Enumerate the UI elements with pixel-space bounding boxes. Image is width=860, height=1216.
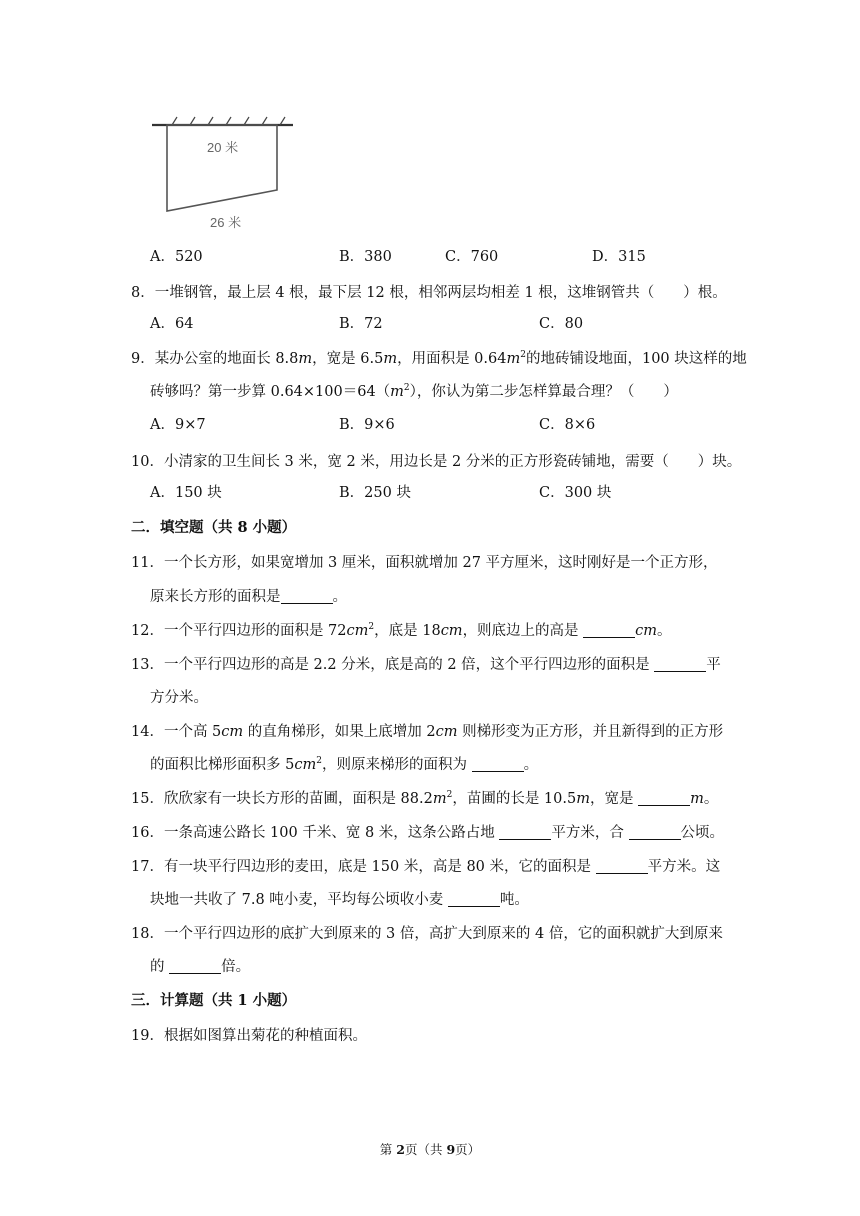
answer-blank[interactable] [281, 588, 333, 604]
question-9-line-1: 9．某办公室的地面长 8.8m，宽是 6.5m，用面积是 $0.64m^2$的地砖铺设地面，100 块这样的地 [131, 350, 747, 367]
section-heading-fill-in: 二．填空题（共 8 小题） [131, 519, 297, 536]
answer-blank[interactable] [629, 824, 681, 840]
question-8: 8．一堆钢管，最上层 4 根，最下层 12 根，相邻两层均相差 1 根，这堆钢管共（ ）根。 [131, 285, 727, 301]
question-14-line-2: 的面积比梯形面积多 $5cm^2$，则原来梯形的面积为 。 [150, 756, 539, 773]
question-18-line-2: 的 倍。 [150, 959, 251, 975]
answer-blank[interactable] [596, 858, 648, 874]
question-18-line-1: 18．一个平行四边形的底扩大到原来的 3 倍，高扩大到原来的 4 倍，它的面积就扩大到原来 [131, 926, 723, 942]
question-19: 19．根据如图算出菊花的种植面积。 [131, 1028, 367, 1044]
question-11-line-1: 11．一个长方形，如果宽增加 3 厘米，面积就增加 27 平方厘米，这时刚好是一个正方形， [131, 555, 718, 571]
q7-option-b: B．380 [339, 249, 392, 265]
question-10: 10．小清家的卫生间长 3 米，宽 2 米，用边长是 2 分米的正方形瓷砖铺地，需要（ ）块。 [131, 454, 742, 470]
answer-blank[interactable] [654, 656, 706, 672]
page-footer: 第 2页（共 9页） [379, 1142, 481, 1157]
q9-option-b: B．9×6 [339, 417, 395, 433]
q7-option-c: C．760 [445, 249, 499, 265]
answer-blank[interactable] [169, 958, 221, 974]
q10-option-a: A．150 块 [150, 485, 222, 501]
question-17-line-2: 块地一共收了 7.8 吨小麦，平均每公顷收小麦 吨。 [150, 892, 529, 908]
q7-option-d: D．315 [592, 249, 646, 265]
answer-blank[interactable] [638, 790, 690, 806]
question-17-line-1: 17．有一块平行四边形的麦田，底是 150 米，高是 80 米，它的面积是 平方米。这 [131, 859, 721, 875]
question-12: 12．一个平行四边形的面积是 $72cm^2$，底是 18cm，则底边上的高是 cm。 [131, 622, 672, 639]
q10-option-b: B．250 块 [339, 485, 411, 501]
question-15: 15．欣欣家有一块长方形的苗圃，面积是 $88.2m^2$，苗圃的长是 10.5m，宽是 m。 [131, 790, 719, 807]
q8-option-a: A．64 [150, 316, 194, 332]
question-11-line-2: 原来长方形的面积是 。 [150, 589, 347, 605]
q9-option-a: A．9×7 [150, 417, 206, 433]
answer-blank[interactable] [472, 756, 524, 772]
trapezoid-figure [150, 108, 295, 236]
q7-option-a: A．520 [150, 249, 203, 265]
current-page: 2 [396, 1142, 405, 1157]
question-13-line-2: 方分米。 [150, 690, 208, 706]
total-pages: 9 [446, 1142, 456, 1157]
question-16: 16．一条高速公路长 100 千米、宽 8 米，这条公路占地 平方米，合 公顷。 [131, 825, 725, 841]
answer-blank[interactable] [499, 824, 551, 840]
question-13-line-1: 13．一个平行四边形的高是 2.2 分米，底是高的 2 倍，这个平行四边形的面积是 平 [131, 657, 721, 673]
question-14-line-1: 14．一个高 5cm 的直角梯形，如果上底增加 2cm 则梯形变为正方形，并且新得到的正方形 [131, 724, 724, 740]
figure-top-label: 20 米 [207, 140, 239, 155]
q10-option-c: C．300 块 [539, 485, 612, 501]
figure-bottom-label: 26 米 [210, 215, 242, 230]
section-heading-calculation: 三．计算题（共 1 小题） [131, 992, 297, 1009]
q8-option-b: B．72 [339, 316, 383, 332]
answer-blank[interactable] [583, 622, 635, 638]
answer-blank[interactable] [448, 891, 500, 907]
question-9-line-2: 砖够吗？第一步算 $0.64\times 100=64(m^2)$，你认为第二步怎样算最合理？（ ） [150, 383, 678, 400]
q8-option-c: C．80 [539, 316, 584, 332]
q9-option-c: C．8×6 [539, 417, 596, 433]
